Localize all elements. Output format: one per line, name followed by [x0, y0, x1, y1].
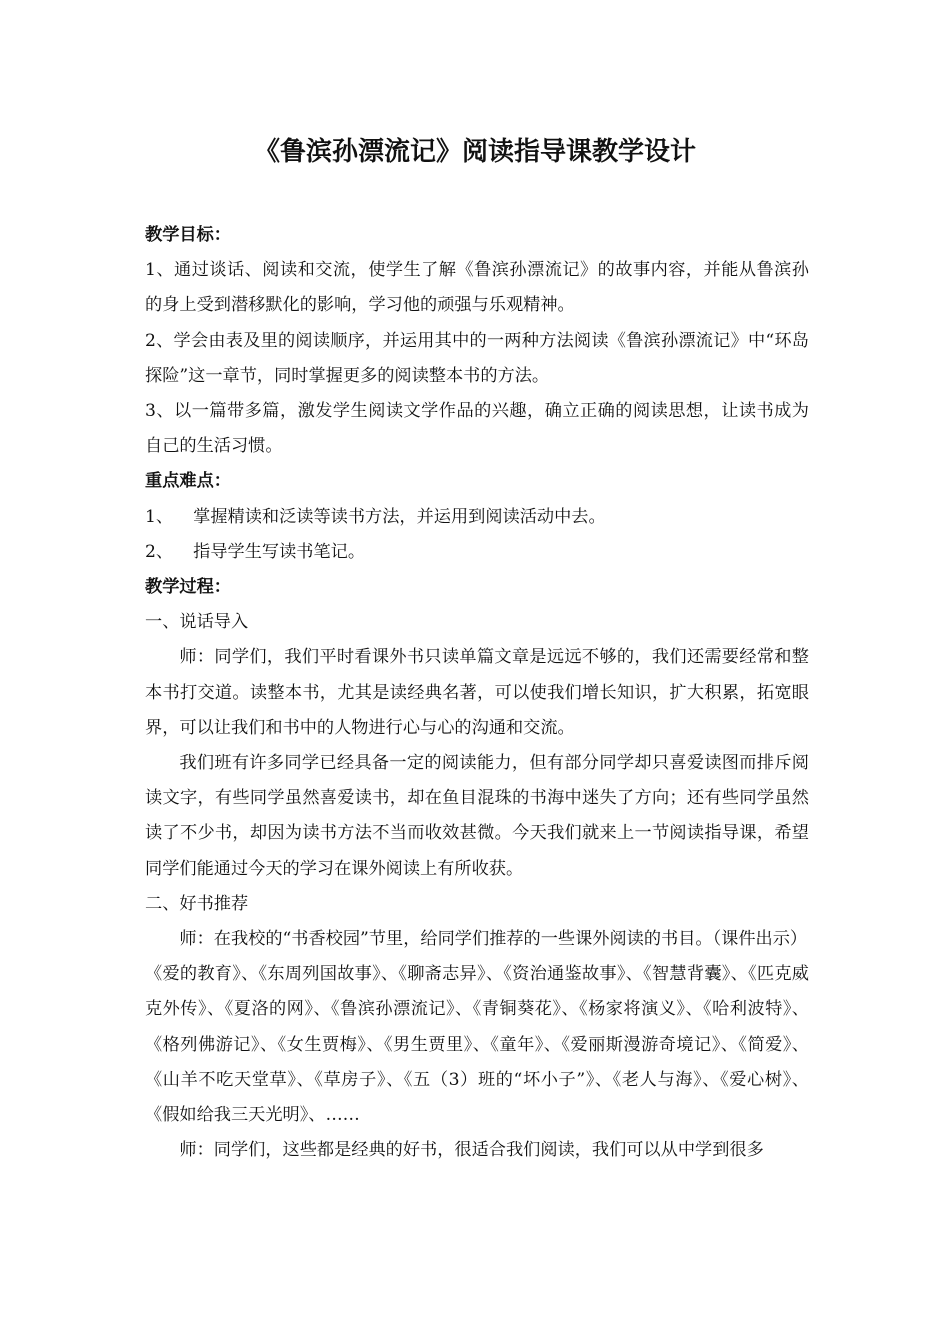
part1-paragraph: 我们班有许多同学已经具备一定的阅读能力，但有部分同学却只喜爱读图而排斥阅读文字，有些同学虽然喜爱读书，却在鱼目混珠的书海中迷失了方向；还有些同学虽然读了不少书，却因为读书方法不当而收效甚微。今天我们就来上一节阅读指导课，希望同学们能通过今天的学习在课外阅读上有所收获。 — [145, 753, 809, 879]
part2-closing: 师：同学们，这些都是经典的好书，很适合我们阅读，我们可以从中学到很多 — [179, 1140, 764, 1161]
part2-heading: 二、好书推荐 — [145, 893, 249, 914]
objective-item: 2、学会由表及里的阅读顺序，并运用其中的一两种方法阅读《鲁滨孙漂流记》中“环岛探险”这一章节，同时掌握更多的阅读整本书的方法。 — [145, 330, 809, 386]
process-heading: 教学过程： — [145, 577, 231, 598]
document-title: 《鲁滨孙漂流记》阅读指导课教学设计 — [253, 137, 696, 167]
key-point-number: 2、 — [145, 541, 174, 562]
book-list: 《爱的教育》、《东周列国故事》、《聊斋志异》、《资治通鉴故事》、《智慧背囊》、《匹克威克外传》、《夏洛的网》、《鲁滨孙漂流记》、《青铜葵花》、《杨家将演义》、《哈利波特》、《格列佛游记》、《女生贾梅》、《男生贾里》、《童年》、《爱丽斯漫游奇境记》、《简爱》、《山羊不吃天堂草》、《草房子》、《五（3）班的“坏小子”》、《老人与海》、《爱心树》、《假如给我三天光明》、…… — [145, 964, 809, 1126]
key-point-item — [145, 535, 809, 570]
part2-intro: 师：在我校的“书香校园”节里，给同学们推荐的一些课外阅读的书目。（课件出示） — [179, 929, 808, 950]
objective-item: 1、通过谈话、阅读和交流，使学生了解《鲁滨孙漂流记》的故事内容，并能从鲁滨孙的身上受到潜移默化的影响，学习他的顽强与乐观精神。 — [145, 260, 809, 316]
key-point-item — [145, 500, 809, 535]
key-point-text: 指导学生写读书笔记。 — [193, 541, 366, 562]
key-point-number: 1、 — [145, 506, 174, 527]
objectives-heading: 教学目标： — [145, 225, 231, 245]
objective-item: 3、以一篇带多篇，激发学生阅读文学作品的兴趣，确立正确的阅读思想，让读书成为自己的生活习惯。 — [145, 401, 809, 457]
part1-paragraph: 师：同学们，我们平时看课外书只读单篇文章是远远不够的，我们还需要经常和整本书打交道。读整本书，尤其是读经典名著，可以使我们增长知识，扩大积累，拓宽眼界，可以让我们和书中的人物进行心与心的沟通和交流。 — [145, 647, 809, 738]
key-points-heading: 重点难点： — [145, 471, 231, 492]
document-body — [145, 218, 809, 1168]
key-point-text: 掌握精读和泛读等读书方法，并运用到阅读活动中去。 — [193, 506, 606, 527]
part1-heading: 一、说话导入 — [145, 612, 249, 633]
